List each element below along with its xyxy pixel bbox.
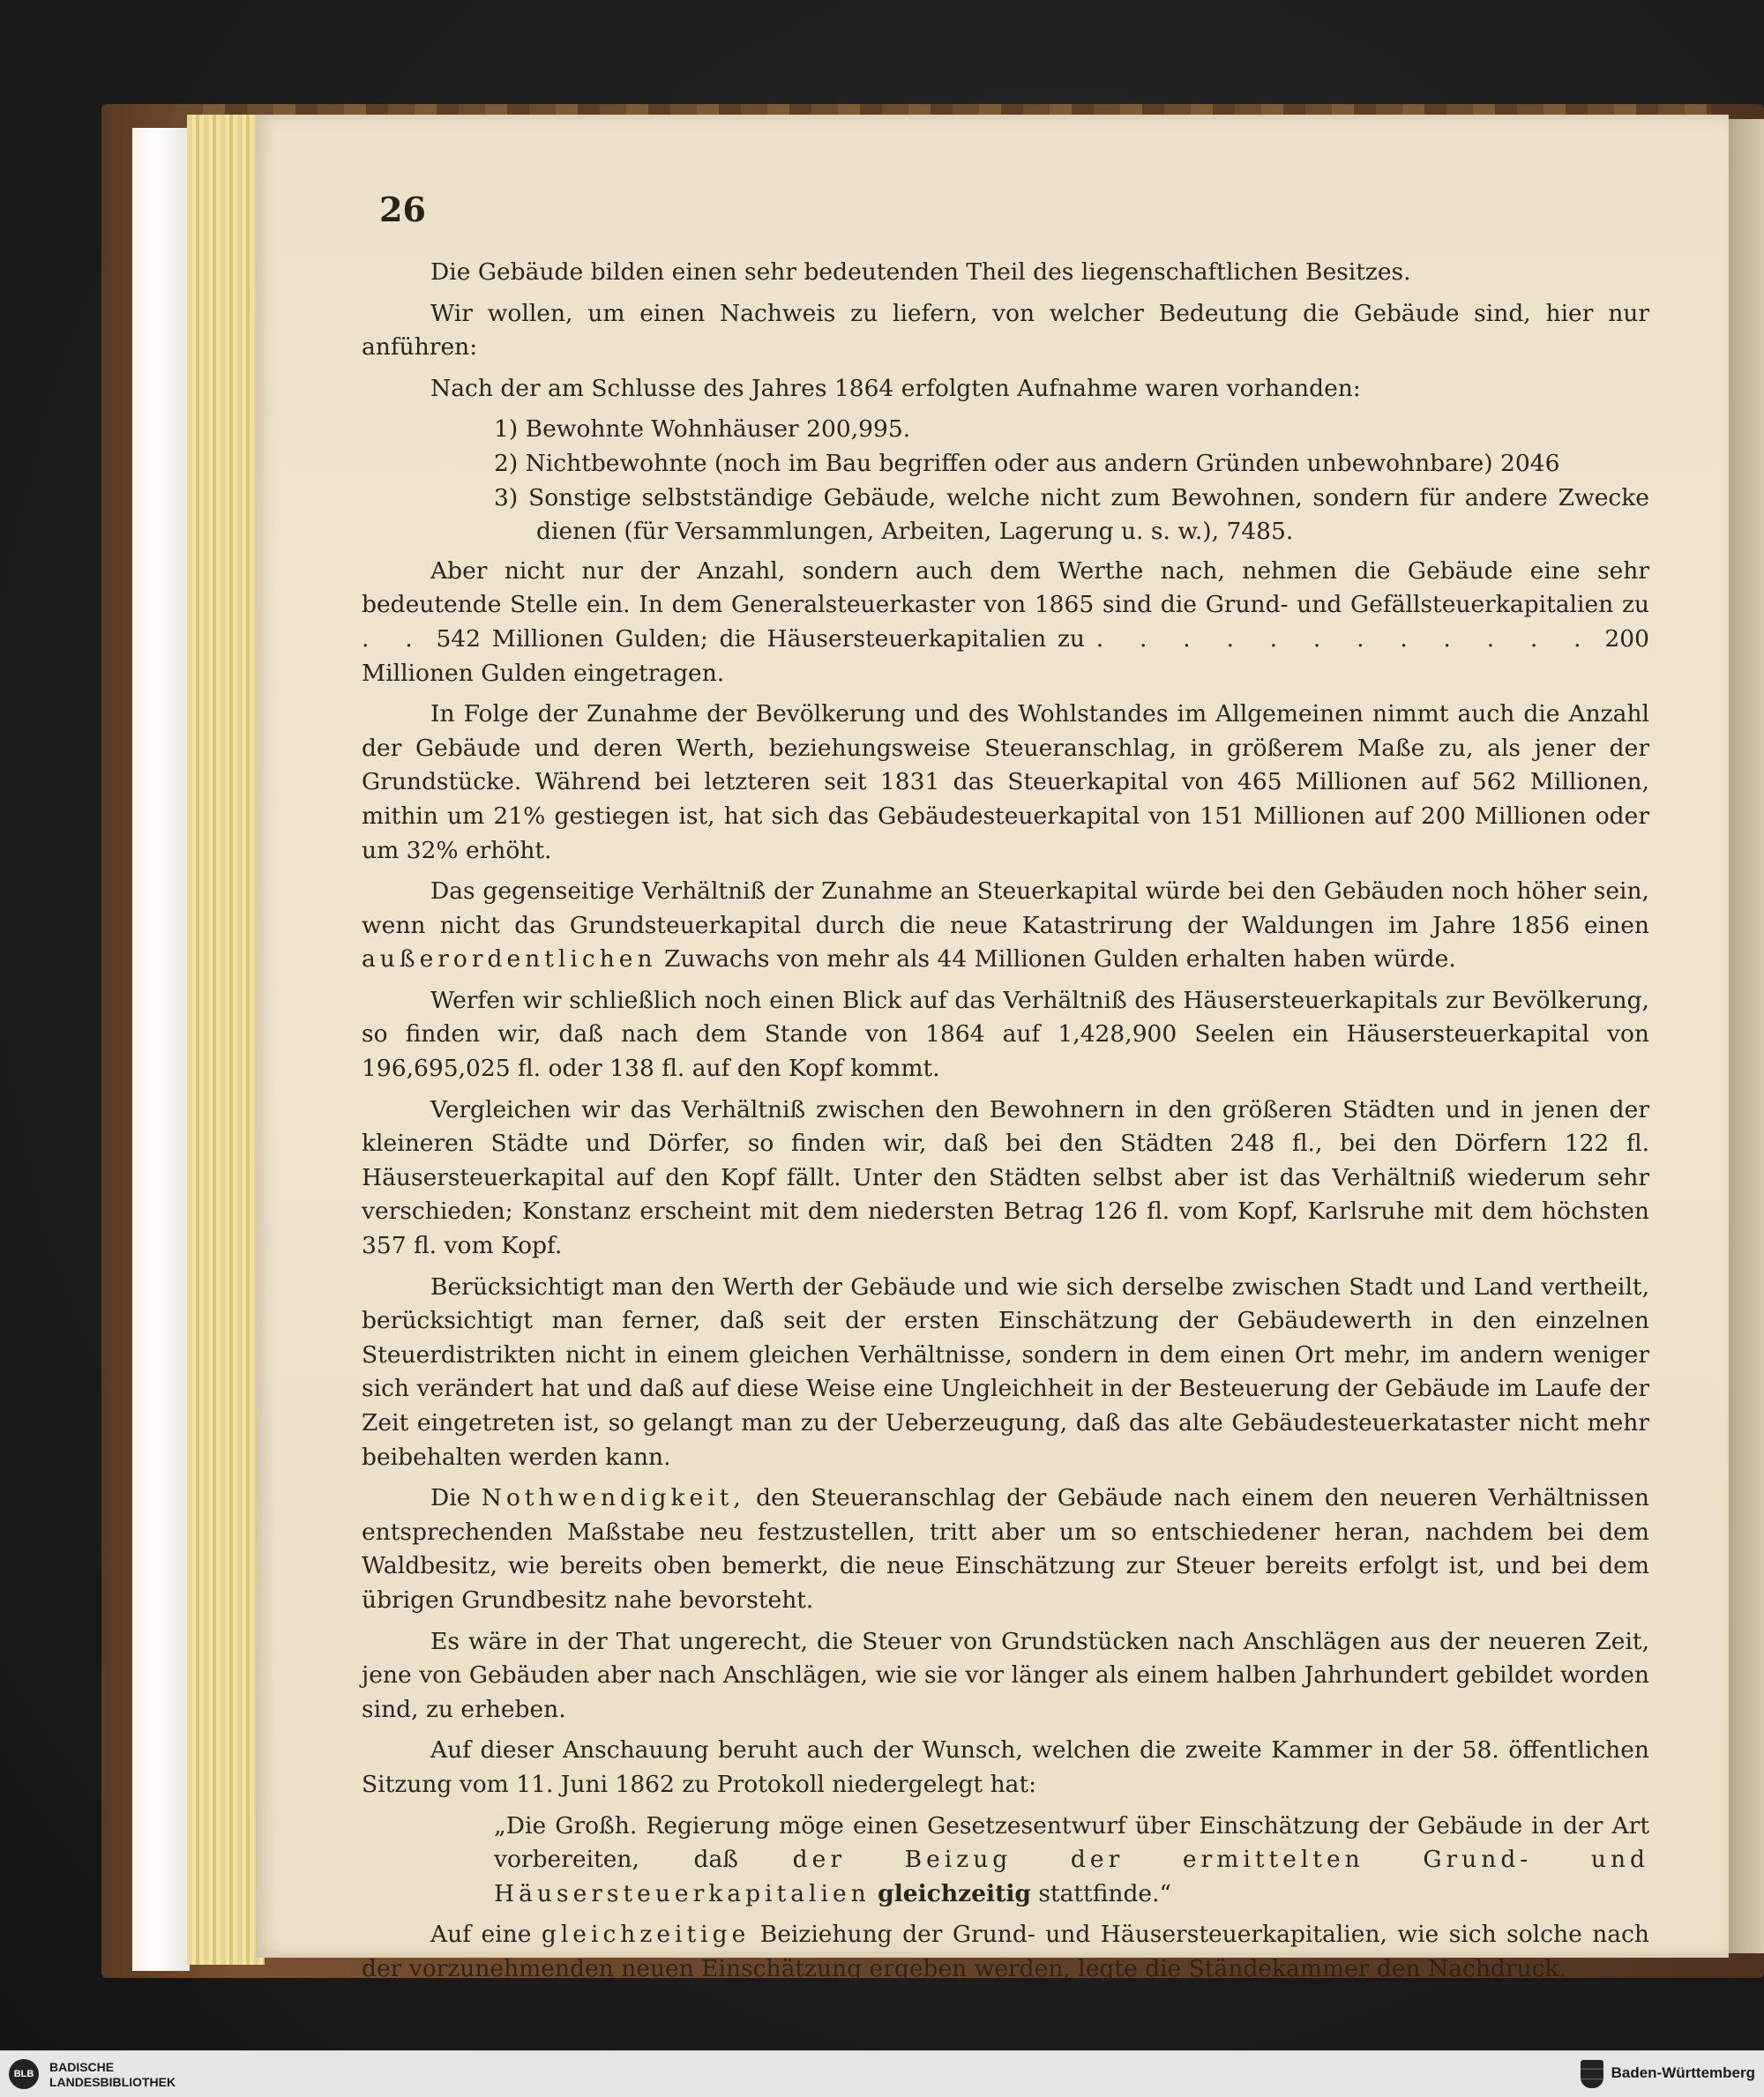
emphasized-word: gleichzeitige (541, 1921, 751, 1949)
state-name[interactable]: Baden-Württemberg (1611, 2064, 1755, 2081)
paragraph-4-part-c: 200 Millionen Gulden eingetragen. (362, 624, 1649, 687)
list-item: 1) Bewohnte Wohnhäuser 200,995. (494, 415, 911, 444)
paragraph-13 (362, 1918, 1649, 1986)
paragraph-10-part-b: den Steueranschlag der Gebäude nach einem den neueren Verhältnissen entsprechenden Maßstabe neu festzustellen, tritt aber um so entschiedener heran, nachdem bei dem Waldbesitz, wie bereits oben bemerkt, die neue Einschätzung zur Steuer bereits erfolgt ist, und bei dem übrigen Grundbesitz nahe bevorsteht. (362, 1484, 1649, 1614)
paragraph-11: Es wäre in der That ungerecht, die Steuer von Grundstücken nach Anschlägen aus der neueren Zeit, jene von Gebäuden aber nach Anschlägen, wie sie vor länger als einem halben Jahrhundert gebildet worden sind, zu erheben. (362, 1627, 1649, 1723)
library-name-line-2: LANDESBIBLIOTHEK (49, 2075, 176, 2089)
library-name-line-1: BADISCHE (49, 2060, 115, 2074)
building-list (362, 413, 1649, 549)
paragraph-6 (362, 875, 1649, 977)
quotation-part-b: stattfinde.“ (1038, 1879, 1172, 1907)
page-stack-edge (132, 128, 190, 1971)
paragraph-13-part-a: Auf eine (430, 1921, 532, 1949)
paragraph-4-part-b: 542 Millionen Gulden; die Häusersteuerkapitalien zu (436, 624, 1085, 653)
paragraph-3: Nach der am Schlusse des Jahres 1864 erfolgten Aufnahme waren vorhanden: (430, 374, 1361, 402)
paragraph-13-part-b: Beiziehung der Grund- und Häusersteuerkapitalien, wie sich solche nach der vorzunehmenden neuen Einschätzung ergeben werden, legte die Ständekammer den Nachdruck. (362, 1921, 1649, 1982)
coat-of-arms-icon (1581, 2060, 1603, 2088)
leader-dots: . . . . . . . . . . . . (1095, 624, 1594, 653)
page-text (362, 256, 1649, 1994)
leader-dots: . . (362, 624, 425, 653)
list-item: 2) Nichtbewohnte (noch im Bau begriffen oder aus andern Gründen unbewohnbare) 2046 (494, 449, 1560, 477)
paragraph-1: Die Gebäude bilden einen sehr bedeutenden Theil des liegenschaftlichen Besitzes. (430, 258, 1411, 286)
paragraph-4 (362, 555, 1649, 690)
adjacent-page-edge (1729, 119, 1764, 1953)
paragraph-5: In Folge der Zunahme der Bevölkerung und des Wohlstandes im Allgemeinen nimmt auch die Anzahl der Gebäude und deren Werth, beziehungsweise Steueranschlag, in größerem Maße zu, als jener der Grundstücke. Während bei letzteren seit 1831 das Steuerkapital von 465 Millionen auf 562 Millionen, mithin um 21% gestiegen ist, hat sich das Gebäudesteuerkapital von 151 Millionen auf 200 Millionen oder um 32% erhöht. (362, 700, 1649, 864)
blb-logo-icon[interactable]: BLB (9, 2059, 39, 2089)
bold-word: gleichzeitig (878, 1879, 1031, 1907)
emphasized-phrase: der Beizug der ermittelten Grund- und Häusersteuerkapitalien (494, 1846, 1649, 1907)
quotation-part-a: „Die Großh. Regierung möge einen Gesetzesentwurf über Einschätzung der Gebäude in der Art vorbereiten, daß (494, 1811, 1649, 1874)
paragraph-9: Berücksichtigt man den Werth der Gebäude und wie sich derselbe zwischen Stadt und Land vertheilt, berücksichtigt man ferner, daß seit der ersten Einschätzung der Gebäudewerth in den einzelnen Steuerdistrikten nicht in einem gleichen Verhältnisse, sondern in dem einen Ort mehr, im andern weniger sich verändert hat und daß auf diese Weise eine Ungleichheit in der Besteuerung der Gebäude im Laufe der Zeit eingetreten ist, so gelangt man zu der Ueberzeugung, daß das alte Gebäudesteuerkataster nicht mehr beibehalten werden kann. (362, 1272, 1649, 1471)
library-name (49, 2060, 176, 2090)
page-number: 26 (379, 190, 426, 229)
paragraph-8: Vergleichen wir das Verhältniß zwischen den Bewohnern in den größeren Städten und in jenen der kleineren Städte und Dörfer, so finden wir, daß bei den Städten 248 fl., bei den Dörfern 122 fl. Häusersteuerkapital auf den Kopf fällt. Unter den Städten selbst aber ist das Verhältniß wiederum sehr verschieden; Konstanz erscheint mit dem niedersten Betrag 126 fl. vom Kopf, Karlsruhe mit dem höchsten 357 fl. vom Kopf. (362, 1095, 1649, 1260)
list-item: 3) Sonstige selbstständige Gebäude, welche nicht zum Bewohnen, sondern für andere Zwecke dienen (für Versammlungen, Arbeiten, Lagerung u. s. w.), 7485. (494, 483, 1649, 546)
paragraph-10-part-a: Die (430, 1484, 471, 1512)
paragraph-12: Auf dieser Anschauung beruht auch der Wunsch, welchen die zweite Kammer in der 58. öffentlichen Sitzung vom 11. Juni 1862 zu Protokoll niedergelegt hat: (362, 1736, 1649, 1798)
paragraph-2: Wir wollen, um einen Nachweis zu liefern, von welcher Bedeutung die Gebäude sind, hier nur anführen: (362, 299, 1649, 362)
paragraph-6-part-b: Zuwachs von mehr als 44 Millionen Gulden erhalten haben würde. (663, 945, 1456, 974)
quotation (494, 1810, 1649, 1912)
paragraph-6-part-a: Das gegenseitige Verhältniß der Zunahme an Steuerkapital würde bei den Gebäuden noch höher sein, wenn nicht das Grundsteuerkapital durch die neue Katastrirung der Waldungen im Jahre 1856 einen (362, 877, 1649, 939)
footer-bar (0, 2050, 1764, 2097)
paragraph-10 (362, 1481, 1649, 1617)
emphasized-word: Nothwendigkeit, (481, 1484, 745, 1512)
gilded-page-edges (187, 115, 265, 1965)
paragraph-4-part-a: Aber nicht nur der Anzahl, sondern auch dem Werthe nach, nehmen die Gebäude eine sehr bedeutende Stelle ein. In dem Generalsteuerkaster von 1865 sind die Grund- und Gefällsteuerkapitalien zu (362, 556, 1649, 619)
book-page (256, 115, 1729, 1982)
paragraph-7: Werfen wir schließlich noch einen Blick auf das Verhältniß des Häusersteuerkapitals zur Bevölkerung, so finden wir, daß nach dem Stande von 1864 auf 1,428,900 Seelen ein Häusersteuerkapital von 196,695,025 fl. oder 138 fl. auf den Kopf kommt. (362, 986, 1649, 1083)
emphasized-word: außerordentlichen (362, 945, 657, 974)
